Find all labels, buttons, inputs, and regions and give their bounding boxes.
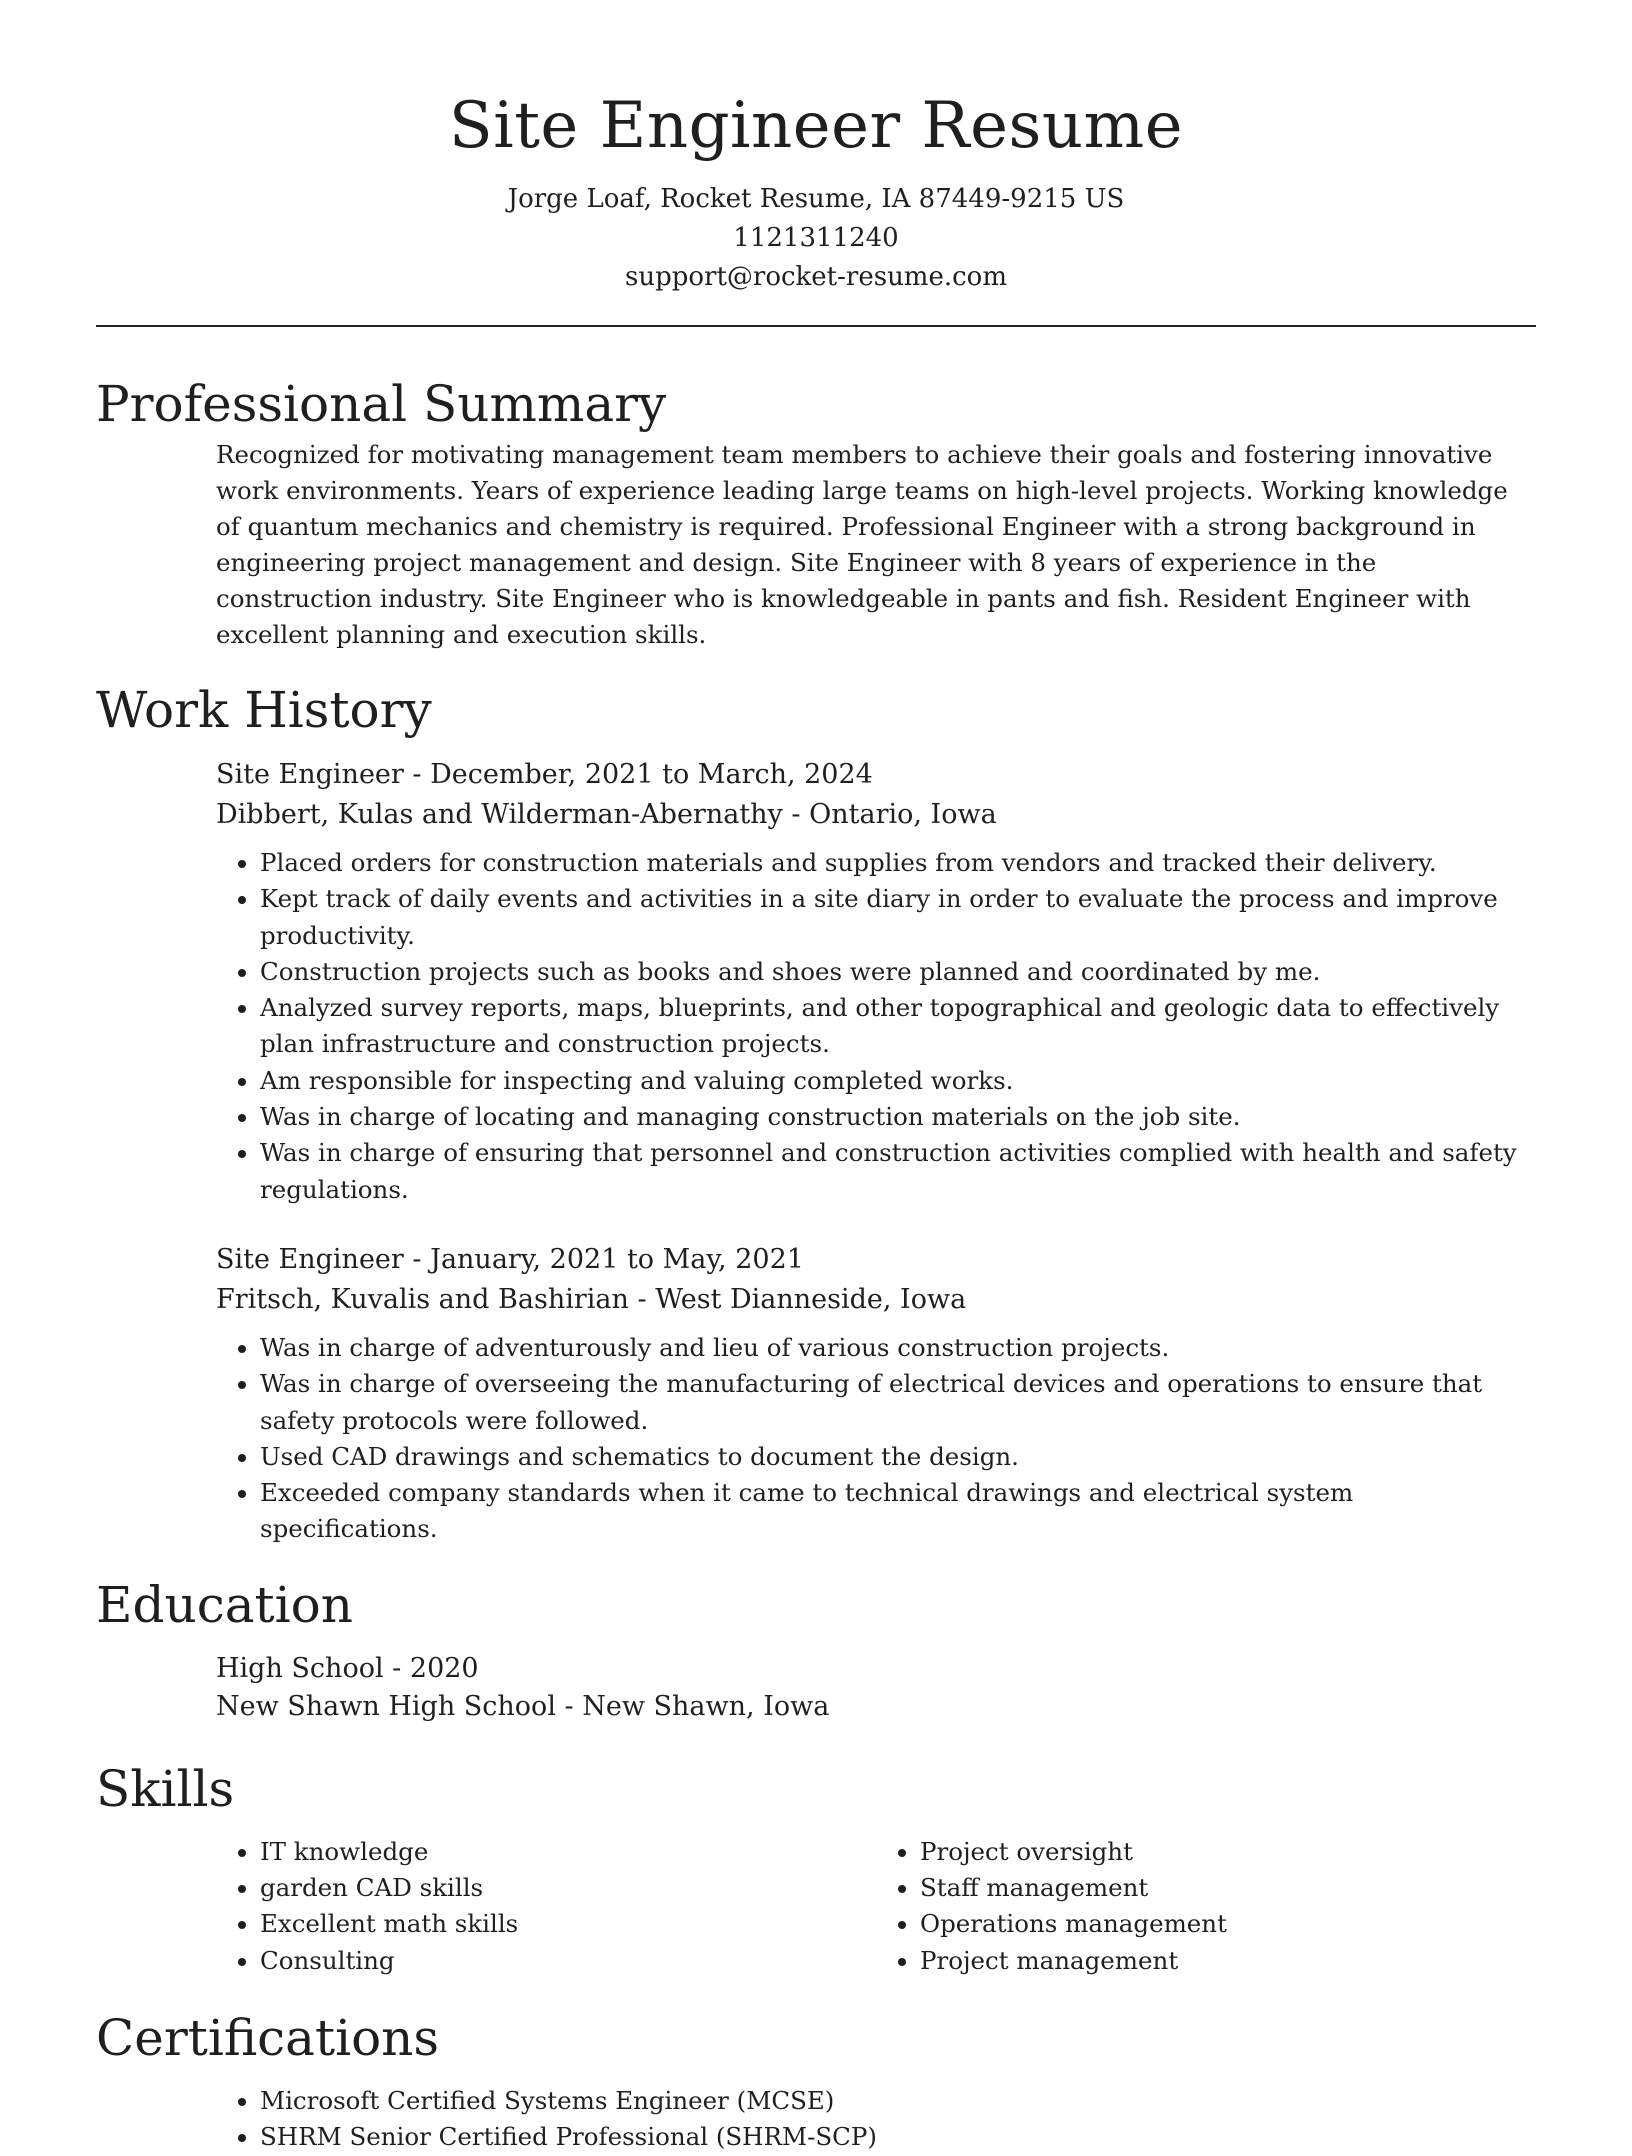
certifications-heading: Certifications (96, 2008, 440, 2067)
job-bullet: • Exceeded company standards when it came to technical drawings and electrical system specifications. (260, 1475, 1536, 1548)
job-bullets (216, 1330, 1536, 1548)
job-title-line (216, 1240, 1536, 1280)
resume-page (96, 0, 1536, 2156)
job-bullet: • Was in charge of ensuring that personnel and construction activities complied with health and safety regulations. (260, 1135, 1536, 1208)
job-dates: December, 2021 to March, 2024 (430, 759, 873, 790)
job-company-line (216, 1280, 1536, 1320)
education-section (96, 1572, 1536, 1726)
job-company: Dibbert, Kulas and Wilderman-Abernathy (216, 799, 783, 830)
separator: - (403, 759, 431, 790)
header-divider (96, 325, 1536, 327)
separator: - (403, 1243, 431, 1275)
skills-column-right (876, 1834, 1536, 1979)
skill-item: • Project management (920, 1943, 1536, 1979)
school-line (216, 1688, 1536, 1726)
job-bullets (216, 845, 1536, 1208)
skills-heading: Skills (96, 1759, 235, 1818)
job-title: Site Engineer (216, 759, 404, 790)
job-bullet: • Am responsible for inspecting and valuing completed works. (260, 1063, 1536, 1099)
resume-header (96, 86, 1536, 297)
job-company-line (216, 795, 1536, 835)
degree: High School (216, 1652, 384, 1684)
job-entry (216, 755, 1536, 1208)
separator: - (782, 799, 810, 830)
degree-year: 2020 (409, 1652, 479, 1684)
skill-item: • garden CAD skills (260, 1870, 876, 1906)
skill-item: • IT knowledge (260, 1834, 876, 1870)
contact-phone: 1121311240 (733, 223, 899, 253)
job-bullet: • Construction projects such as books and shoes were planned and coordinated by me. (260, 954, 1536, 990)
summary-heading: Professional Summary (96, 375, 667, 433)
summary-section (96, 371, 1536, 653)
separator: - (628, 1283, 656, 1315)
work-history-section (96, 677, 1536, 1548)
degree-line (216, 1650, 1536, 1688)
certification-list (216, 2083, 1536, 2156)
job-location: West Dianneside, Iowa (655, 1283, 967, 1315)
job-bullet: • Kept track of daily events and activities in a site diary in order to evaluate the process and improve productivity. (260, 881, 1536, 954)
skill-item: • Staff management (920, 1870, 1536, 1906)
skill-item: • Excellent math skills (260, 1906, 876, 1942)
school-location: New Shawn, Iowa (582, 1690, 830, 1722)
certification-item: • Microsoft Certified Systems Engineer (MCSE) (260, 2083, 1536, 2119)
separator: - (383, 1652, 410, 1684)
job-bullet: • Used CAD drawings and schematics to document the design. (260, 1439, 1536, 1475)
education-heading: Education (96, 1575, 353, 1634)
skills-section (96, 1756, 1536, 1979)
summary-text: Recognized for motivating management team members to achieve their goals and fostering innovative work environments. Years of experience leading large teams on high-level projects. Working knowledge of quantum mechanics and chemistry is required. Professional Engineer with a strong background in engineering project management and design. Site Engineer with 8 years of experience in the construction industry. Site Engineer who is knowledgeable in pants and fish. Resident Engineer with excellent planning and execution skills. (216, 440, 1508, 649)
skills-grid (216, 1834, 1536, 1979)
certifications-section (96, 2005, 1536, 2156)
job-dates: January, 2021 to May, 2021 (430, 1243, 804, 1275)
job-location: Ontario, Iowa (809, 799, 997, 830)
resume-title: Site Engineer Resume (448, 89, 1184, 163)
job-company: Fritsch, Kuvalis and Bashirian (216, 1283, 629, 1315)
job-bullet: • Was in charge of locating and managing construction materials on the job site. (260, 1099, 1536, 1135)
job-entry (216, 1240, 1536, 1548)
education-entry (216, 1650, 1536, 1726)
contact-address: Jorge Loaf, Rocket Resume, IA 87449-9215 US (507, 184, 1125, 214)
job-bullet: • Was in charge of overseeing the manufacturing of electrical devices and operations to ensure that safety protocols were followed. (260, 1366, 1536, 1439)
separator: - (555, 1690, 583, 1722)
job-title-line (216, 755, 1536, 795)
contact-email: support@rocket-resume.com (624, 262, 1007, 292)
certification-item: • SHRM Senior Certified Professional (SHRM-SCP) (260, 2119, 1536, 2155)
skill-item: • Operations management (920, 1906, 1536, 1942)
skills-column-left (216, 1834, 876, 1979)
skill-item: • Project oversight (920, 1834, 1536, 1870)
skill-item: • Consulting (260, 1943, 876, 1979)
job-bullet: • Was in charge of adventurously and lieu of various construction projects. (260, 1330, 1536, 1366)
job-bullet: • Analyzed survey reports, maps, blueprints, and other topographical and geologic data to effectively plan infrastructure and construction projects. (260, 990, 1536, 1063)
job-bullet: • Placed orders for construction materials and supplies from vendors and tracked their delivery. (260, 845, 1536, 881)
work-history-heading: Work History (96, 681, 432, 739)
job-title: Site Engineer (216, 1243, 404, 1275)
school-name: New Shawn High School (216, 1690, 556, 1722)
